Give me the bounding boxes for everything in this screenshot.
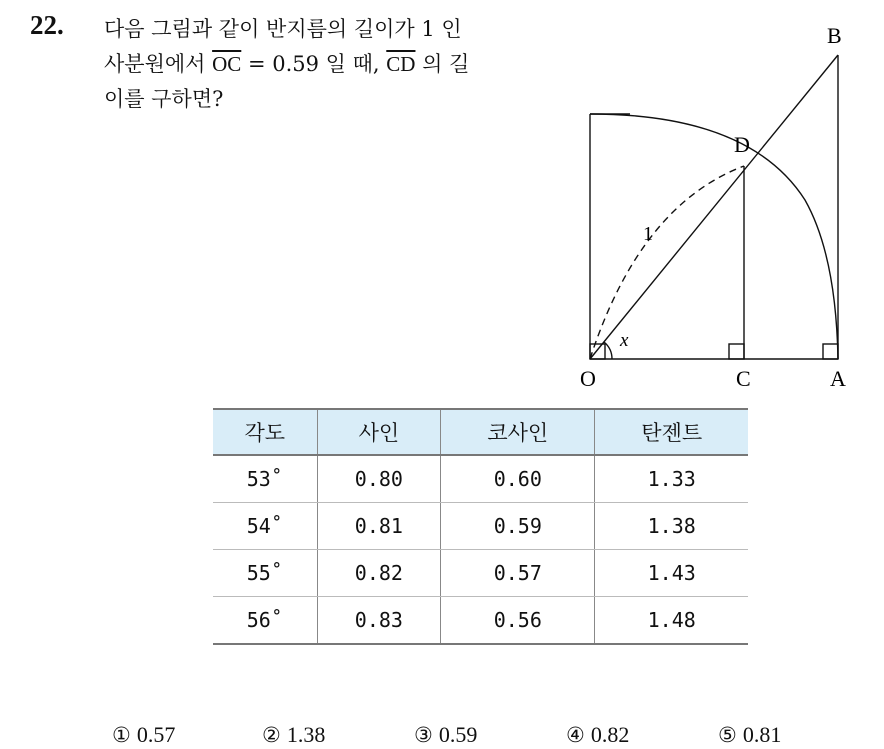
question-line-2-mid: = 0.59 일 때, [241,52,387,76]
cell-tangent: 1.43 [595,550,748,597]
table-row [213,550,748,597]
question-text [104,12,574,117]
cell-sine: 0.80 [317,455,441,503]
choice-value: 0.57 [136,722,176,747]
segment-ob [590,55,838,359]
cell-sine: 0.82 [317,550,441,597]
choice-value: 1.38 [286,722,326,747]
cell-cosine: 0.56 [441,597,595,645]
choice-marker: ① [112,723,131,747]
trig-table [213,408,748,645]
cell-angle: 54˚ [213,503,317,550]
quarter-arc [590,114,838,359]
header-sine: 사인 [317,409,441,455]
label-o: O [580,366,596,391]
trig-table-header-row [213,409,748,455]
cell-cosine: 0.57 [441,550,595,597]
cell-cosine: 0.59 [441,503,595,550]
choice-marker: ② [262,723,281,747]
cell-angle: 56˚ [213,597,317,645]
label-a: A [830,366,846,391]
right-angle-mark-c [729,344,744,359]
table-row [213,503,748,550]
choice-5[interactable] [718,722,781,748]
cell-cosine: 0.60 [441,455,595,503]
cell-angle: 53˚ [213,455,317,503]
header-angle: 각도 [213,409,317,455]
label-b: B [827,23,842,48]
quarter-circle-figure [560,0,884,400]
choice-3[interactable] [414,722,477,748]
cell-tangent: 1.48 [595,597,748,645]
label-x: x [620,330,629,351]
cell-tangent: 1.33 [595,455,748,503]
question-line-2-suffix: 의 길 [415,52,470,76]
choice-1[interactable] [112,722,175,748]
choice-2[interactable] [262,722,325,748]
choice-4[interactable] [566,722,629,748]
header-cosine: 코사인 [441,409,595,455]
question-number: 22. [30,10,64,40]
question-line-2 [104,47,574,82]
choice-value: 0.59 [438,722,478,747]
choice-marker: ⑤ [718,723,737,747]
label-c: C [736,366,751,391]
segment-cd-label: $\overline{CD}$ [386,52,416,76]
choice-marker: ③ [414,723,433,747]
header-tangent: 탄젠트 [595,409,748,455]
cell-sine: 0.83 [317,597,441,645]
table-row [213,597,748,645]
label-d: D [734,132,750,157]
question-line-2-prefix: 사분원에서 [104,52,213,76]
question-line-3: 이를 구하면? [104,87,224,111]
choice-value: 0.81 [742,722,782,747]
segment-oc-label: $\overline{OC}$ [212,52,242,76]
label-one: 1 [643,223,653,245]
right-angle-mark-a [823,344,838,359]
cell-tangent: 1.38 [595,503,748,550]
choice-value: 0.82 [590,722,630,747]
choice-marker: ④ [566,723,585,747]
cell-angle: 55˚ [213,550,317,597]
cell-sine: 0.81 [317,503,441,550]
question-line-1: 다음 그림과 같이 반지름의 길이가 1 인 [104,17,462,41]
table-row [213,455,748,503]
